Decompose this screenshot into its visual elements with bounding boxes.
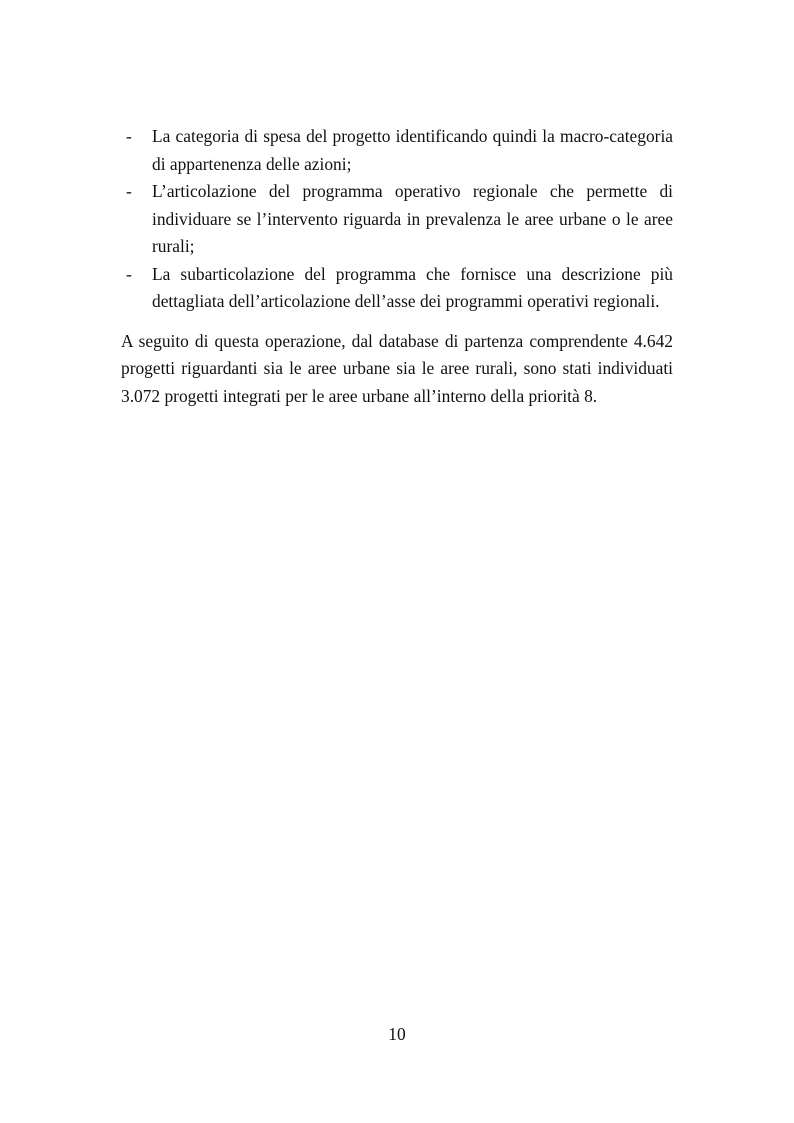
bullet-text: La subarticolazione del programma che fornisce una descrizione più dettagliata dell’articolazione dell’asse dei programmi operativi regionali. xyxy=(152,263,673,311)
bullet-marker: - xyxy=(126,263,132,284)
page-number: 10 xyxy=(388,1024,406,1044)
page-content xyxy=(121,123,673,410)
bullet-item-category xyxy=(121,123,673,178)
body-paragraph: A seguito di questa operazione, dal database di partenza comprendente 4.642 progetti riguardanti sia le aree urbane sia le aree rurali, sono stati individuati 3.072 progetti integrati per le aree urbane all’interno della priorità 8. xyxy=(121,330,673,406)
bullet-item-articulation xyxy=(121,178,673,261)
bullet-list xyxy=(121,123,673,316)
bullet-item-subarticulation xyxy=(121,261,673,316)
bullet-text: L’articolazione del programma operativo regionale che permette di individuare se l’intervento riguarda in prevalenza le aree urbane o le aree rurali; xyxy=(152,181,673,256)
bullet-marker: - xyxy=(126,181,132,201)
bullet-marker: - xyxy=(126,126,132,146)
bullet-text: La categoria di spesa del progetto identificando quindi la macro-categoria di appartenenza delle azioni; xyxy=(152,126,673,174)
